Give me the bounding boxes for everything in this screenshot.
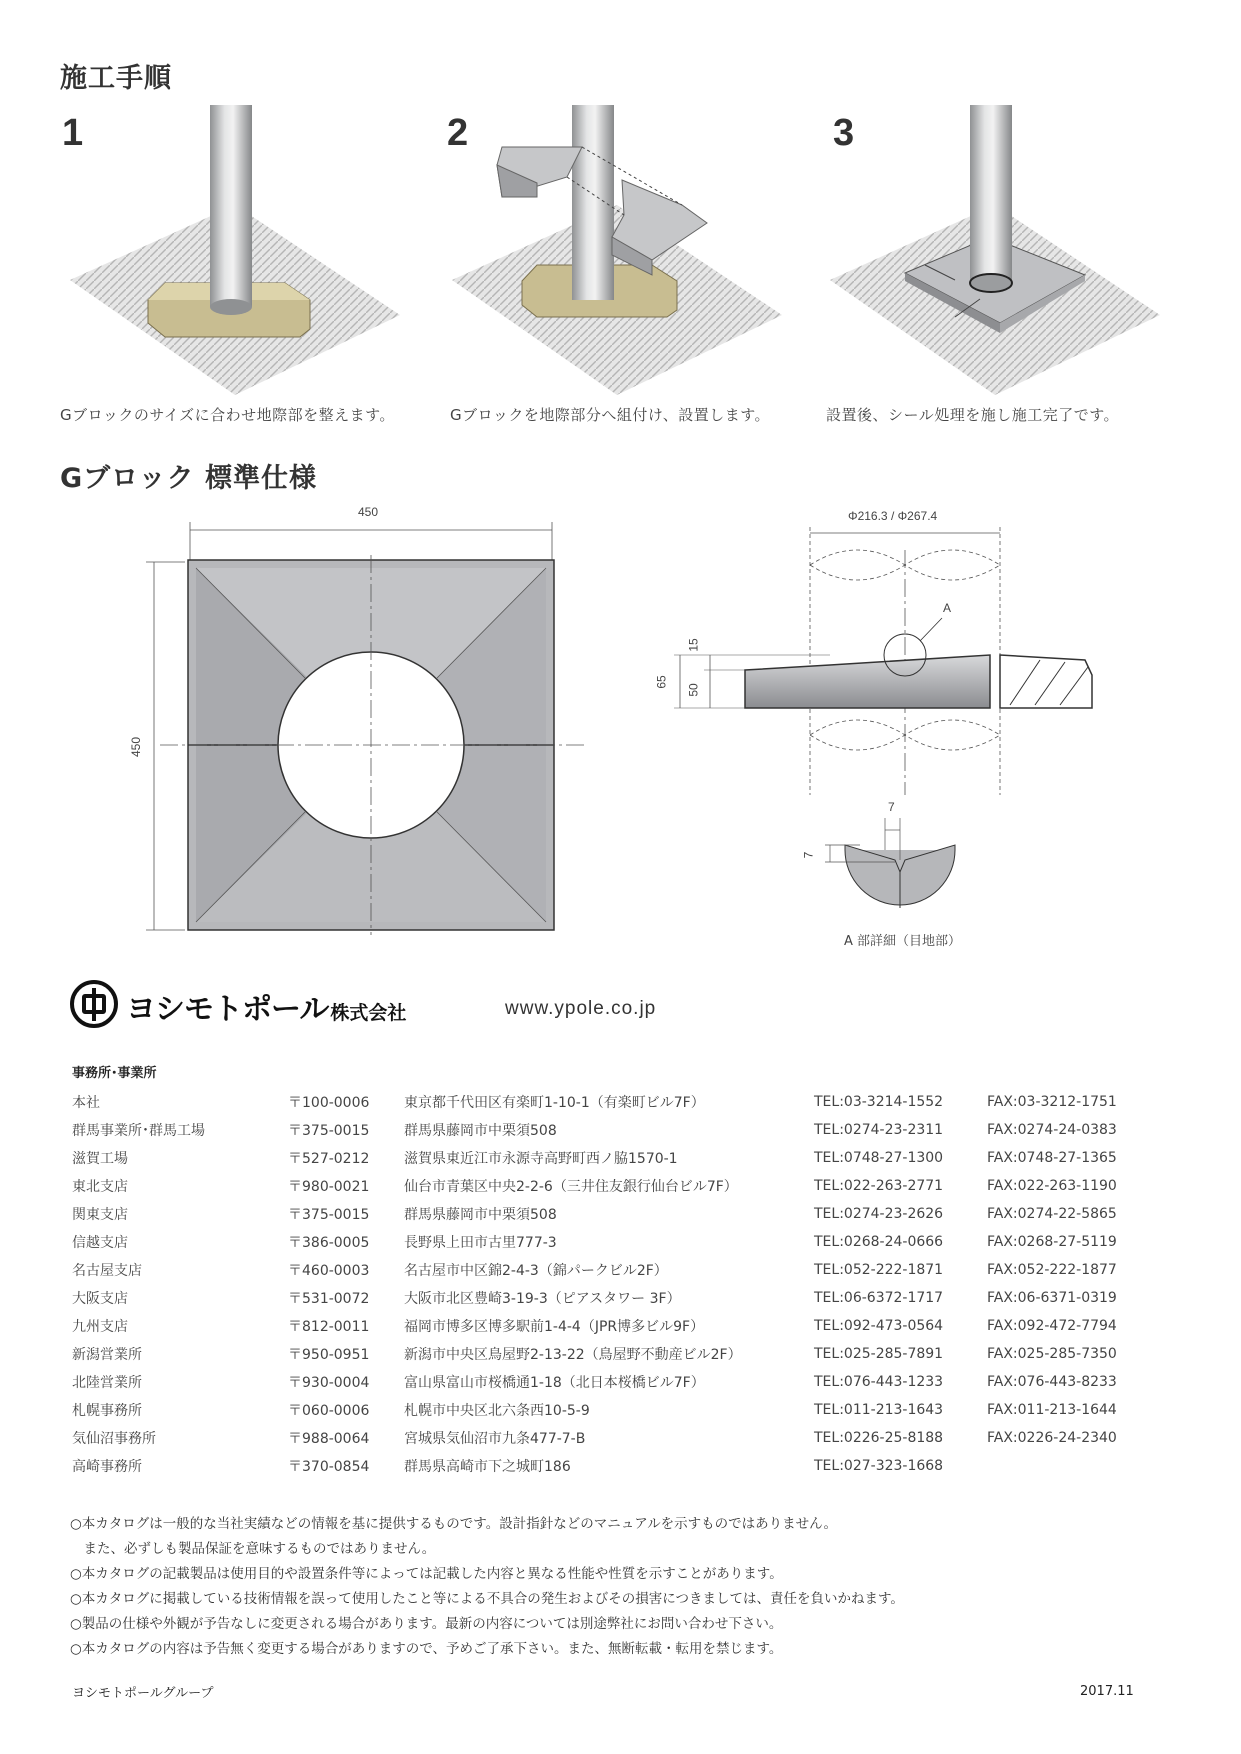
office-address: 大阪市北区豊崎3-19-3（ピアスタワー 3F） bbox=[404, 1291, 681, 1307]
base-height-label: 50 bbox=[686, 683, 701, 697]
office-tel: TEL:027-323-1668 bbox=[814, 1458, 944, 1474]
disclaimer-notes bbox=[70, 1512, 904, 1662]
plan-width-label: 450 bbox=[358, 505, 379, 519]
office-tel: TEL:011-213-1643 bbox=[814, 1402, 944, 1418]
office-name: 名古屋支店 bbox=[72, 1263, 142, 1279]
office-zip: 〒460-0003 bbox=[288, 1263, 370, 1279]
office-name: 新潟営業所 bbox=[72, 1347, 142, 1363]
office-address: 滋賀県東近江市永源寺高野町西ノ脇1570-1 bbox=[404, 1151, 678, 1167]
detail-caption: A 部詳細（目地部） bbox=[844, 934, 962, 949]
office-tel: TEL:076-443-1233 bbox=[814, 1374, 944, 1390]
office-name: 滋賀工場 bbox=[72, 1151, 128, 1167]
section-drawing bbox=[630, 505, 1110, 795]
office-zip: 〒930-0004 bbox=[288, 1375, 370, 1391]
office-row bbox=[72, 1312, 1127, 1340]
note-line: ○本カタログの内容は予告無く変更する場合がありますので、予めご了承下さい。また、無断転載・転用を禁じます。 bbox=[70, 1641, 783, 1657]
office-name: 九州支店 bbox=[72, 1319, 128, 1335]
office-fax: FAX:052-222-1877 bbox=[987, 1262, 1117, 1278]
office-address: 群馬県高崎市下之城町186 bbox=[404, 1459, 571, 1475]
office-zip: 〒375-0015 bbox=[288, 1123, 370, 1139]
step-2-caption: Gブロックを地際部分へ組付け、設置します。 bbox=[450, 406, 771, 424]
plan-drawing bbox=[129, 500, 600, 940]
office-fax: FAX:022-263-1190 bbox=[987, 1178, 1117, 1194]
detail-dim-v: 7 bbox=[801, 851, 816, 859]
office-zip: 〒386-0005 bbox=[288, 1235, 370, 1251]
office-name: 北陸営業所 bbox=[72, 1375, 142, 1391]
logo-suffix: 株式会社 bbox=[330, 1002, 407, 1024]
company-logo bbox=[70, 980, 406, 1028]
note-line: ○本カタログは一般的な当社実績などの情報を基に提供するものです。設計指針などのマニュアルを示すものではありません。 bbox=[70, 1516, 837, 1532]
plan-height-label: 450 bbox=[129, 736, 144, 758]
office-zip: 〒100-0006 bbox=[288, 1095, 370, 1111]
office-zip: 〒988-0064 bbox=[288, 1431, 370, 1447]
office-address: 新潟市中央区鳥屋野2-13-22（鳥屋野不動産ビル2F） bbox=[404, 1347, 742, 1363]
office-name: 東北支店 bbox=[72, 1179, 128, 1195]
office-fax: FAX:011-213-1644 bbox=[987, 1402, 1117, 1418]
office-zip: 〒812-0011 bbox=[288, 1319, 370, 1335]
office-tel: TEL:0274-23-2626 bbox=[814, 1206, 944, 1222]
office-address: 東京都千代田区有楽町1-10-1（有楽町ビル7F） bbox=[404, 1095, 705, 1111]
office-row bbox=[72, 1340, 1127, 1368]
total-height-label: 65 bbox=[654, 675, 669, 689]
logo-mark-icon bbox=[70, 980, 118, 1028]
office-zip: 〒375-0015 bbox=[288, 1207, 370, 1223]
office-address: 群馬県藤岡市中栗須508 bbox=[404, 1207, 557, 1223]
detail-marker: A bbox=[943, 601, 952, 615]
step-1-caption: Gブロックのサイズに合わせ地際部を整えます。 bbox=[60, 406, 395, 424]
detail-dim-h: 7 bbox=[888, 800, 895, 814]
office-row bbox=[72, 1452, 1127, 1480]
note-line: また、必ずしも製品保証を意味するものではありません。 bbox=[70, 1541, 436, 1557]
office-name: 気仙沼事務所 bbox=[72, 1431, 156, 1447]
office-tel: TEL:0748-27-1300 bbox=[814, 1150, 944, 1166]
step-2-illustration bbox=[452, 105, 782, 395]
office-name: 本社 bbox=[72, 1095, 100, 1111]
office-address: 札幌市中央区北六条西10-5-9 bbox=[404, 1403, 590, 1419]
office-fax: FAX:0748-27-1365 bbox=[987, 1150, 1117, 1166]
top-height-label: 15 bbox=[686, 638, 701, 652]
footer-group: ヨシモトポールグループ bbox=[72, 1686, 214, 1701]
office-fax: FAX:092-472-7794 bbox=[987, 1318, 1117, 1334]
office-row bbox=[72, 1396, 1127, 1424]
step-1-illustration bbox=[70, 105, 400, 395]
office-tel: TEL:06-6372-1717 bbox=[814, 1290, 944, 1306]
office-address: 福岡市博多区博多駅前1-4-4（JPR博多ビル9F） bbox=[404, 1319, 705, 1335]
office-fax: FAX:0274-24-0383 bbox=[987, 1122, 1117, 1138]
note-line: ○製品の仕様や外観が予告なしに変更される場合があります。最新の内容については別途弊社にお問い合わせ下さい。 bbox=[70, 1616, 783, 1632]
office-fax bbox=[987, 1452, 1127, 1480]
step-1-number: 1 bbox=[62, 112, 84, 154]
office-row bbox=[72, 1368, 1127, 1396]
office-fax: FAX:0268-27-5119 bbox=[987, 1234, 1117, 1250]
office-row bbox=[72, 1256, 1127, 1284]
office-tel: TEL:03-3214-1552 bbox=[814, 1094, 944, 1110]
office-row bbox=[72, 1116, 1127, 1144]
office-address: 群馬県藤岡市中栗須508 bbox=[404, 1123, 557, 1139]
office-name: 群馬事業所･群馬工場 bbox=[72, 1123, 205, 1139]
offices-table bbox=[72, 1088, 1127, 1480]
office-fax: FAX:076-443-8233 bbox=[987, 1374, 1117, 1390]
office-tel: TEL:092-473-0564 bbox=[814, 1318, 944, 1334]
office-address: 長野県上田市古里777-3 bbox=[404, 1235, 557, 1251]
step-2-number: 2 bbox=[447, 112, 469, 154]
office-fax: FAX:025-285-7350 bbox=[987, 1346, 1117, 1362]
office-row bbox=[72, 1284, 1127, 1312]
office-tel: TEL:0268-24-0666 bbox=[814, 1234, 944, 1250]
note-line: ○本カタログに掲載している技術情報を誤って使用したこと等による不具合の発生およびその損害につきましては、責任を負いかねます。 bbox=[70, 1591, 904, 1607]
office-name: 大阪支店 bbox=[72, 1291, 128, 1307]
office-tel: TEL:0274-23-2311 bbox=[814, 1122, 944, 1138]
spec-title: Gブロック 標準仕様 bbox=[60, 463, 318, 494]
office-name: 関東支店 bbox=[72, 1207, 128, 1223]
office-fax: FAX:0274-22-5865 bbox=[987, 1206, 1117, 1222]
office-row bbox=[72, 1200, 1127, 1228]
logo-text: ヨシモトポール bbox=[126, 992, 329, 1027]
office-address: 富山県富山市桜橋通1-18（北日本桜橋ビル7F） bbox=[404, 1375, 705, 1391]
office-row bbox=[72, 1144, 1127, 1172]
step-3-illustration bbox=[830, 105, 1160, 395]
note-line: ○本カタログの記載製品は使用目的や設置条件等によっては記載した内容と異なる性能や性質を示すことがあります。 bbox=[70, 1566, 783, 1582]
office-address: 仙台市青葉区中央2-2-6（三井住友銀行仙台ビル7F） bbox=[404, 1179, 738, 1195]
office-zip: 〒531-0072 bbox=[288, 1291, 370, 1307]
office-zip: 〒950-0951 bbox=[288, 1347, 370, 1363]
office-fax: FAX:03-3212-1751 bbox=[987, 1094, 1117, 1110]
office-tel: TEL:022-263-2771 bbox=[814, 1178, 944, 1194]
office-zip: 〒060-0006 bbox=[288, 1403, 370, 1419]
office-address: 宮城県気仙沼市九条477-7-B bbox=[404, 1431, 586, 1447]
detail-a-drawing bbox=[800, 800, 980, 950]
office-name: 高崎事務所 bbox=[72, 1459, 142, 1475]
office-tel: TEL:0226-25-8188 bbox=[814, 1430, 944, 1446]
company-url[interactable]: www.ypole.co.jp bbox=[505, 998, 657, 1019]
office-tel: TEL:052-222-1871 bbox=[814, 1262, 944, 1278]
office-row bbox=[72, 1228, 1127, 1256]
office-row bbox=[72, 1172, 1127, 1200]
offices-heading: 事務所･事業所 bbox=[72, 1066, 157, 1081]
office-row bbox=[72, 1424, 1127, 1452]
office-row bbox=[72, 1088, 1127, 1116]
footer-date: 2017.11 bbox=[1080, 1684, 1134, 1699]
office-zip: 〒980-0021 bbox=[288, 1179, 370, 1195]
office-name: 信越支店 bbox=[72, 1235, 128, 1251]
office-fax: FAX:0226-24-2340 bbox=[987, 1430, 1117, 1446]
office-zip: 〒527-0212 bbox=[288, 1151, 370, 1167]
office-tel: TEL:025-285-7891 bbox=[814, 1346, 944, 1362]
procedure-title: 施工手順 bbox=[60, 63, 172, 94]
section-diameter-label: Φ216.3 / Φ267.4 bbox=[848, 509, 938, 523]
step-3-number: 3 bbox=[833, 112, 855, 154]
office-zip: 〒370-0854 bbox=[288, 1459, 370, 1475]
step-3-caption: 設置後、シール処理を施し施工完了です。 bbox=[826, 406, 1120, 424]
office-fax: FAX:06-6371-0319 bbox=[987, 1290, 1117, 1306]
office-name: 札幌事務所 bbox=[72, 1403, 142, 1419]
office-address: 名古屋市中区錦2-4-3（錦パークビル2F） bbox=[404, 1263, 668, 1279]
